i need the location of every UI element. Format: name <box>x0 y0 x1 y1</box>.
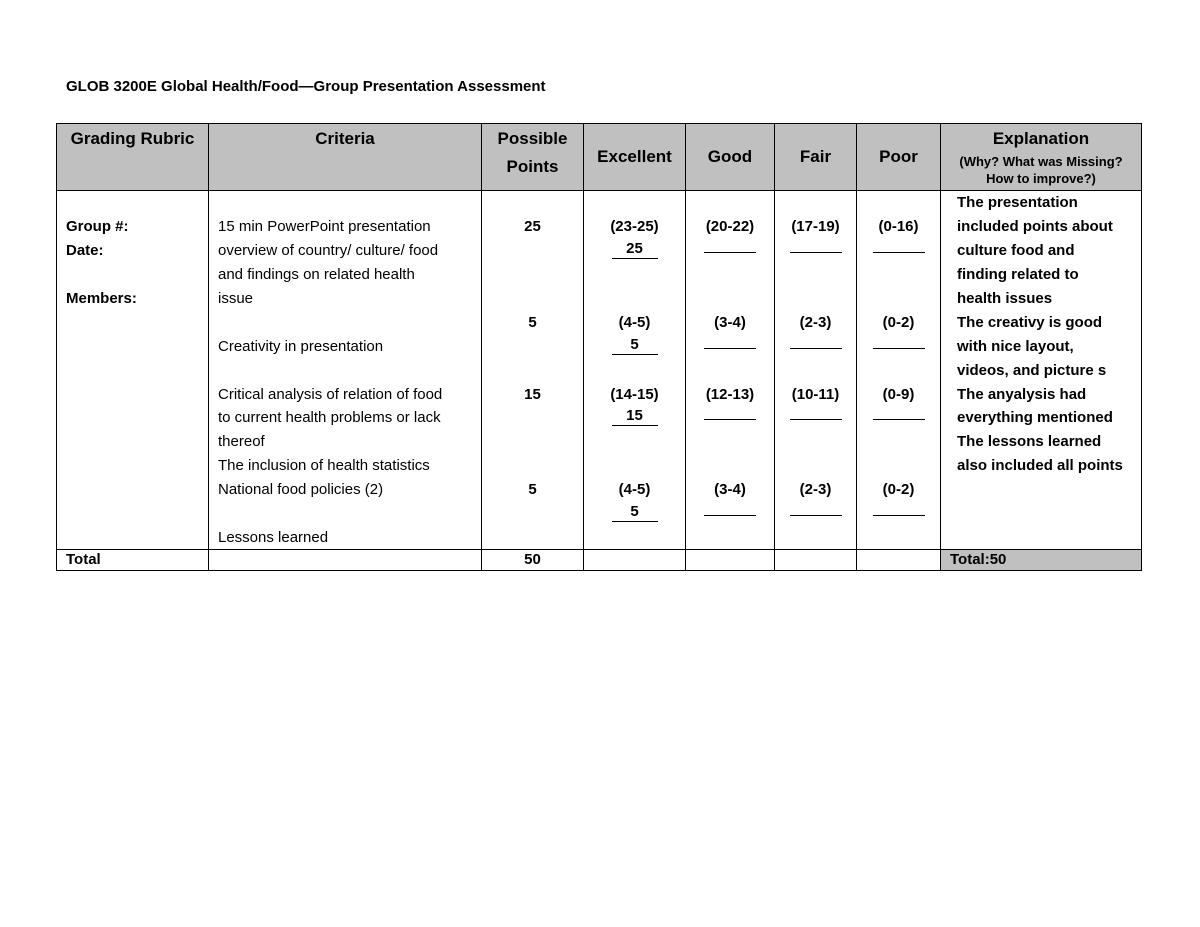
total-label: Total <box>57 549 209 570</box>
criteria-cell <box>209 191 482 550</box>
grading-rubric-table <box>56 123 1141 571</box>
excellent-score-line[interactable] <box>584 404 685 428</box>
criteria-line: issue <box>218 290 254 307</box>
explanation-cell[interactable] <box>941 191 1142 550</box>
header-poor: Poor <box>857 124 941 191</box>
total-good-empty[interactable] <box>686 549 775 570</box>
total-fair-empty[interactable] <box>775 549 857 570</box>
explanation-line: finding related to <box>957 266 1079 283</box>
excellent-score-line[interactable] <box>584 237 685 261</box>
fair-range: (17-19) <box>791 218 840 235</box>
criteria-line: and findings on related health <box>218 266 415 283</box>
criteria-line: Lessons learned <box>218 529 329 546</box>
criteria-line: Creativity in presentation <box>218 338 384 355</box>
criteria-line: National food policies (2) <box>218 481 384 498</box>
good-score-blank[interactable] <box>704 238 756 253</box>
excellent-score-line[interactable] <box>584 333 685 357</box>
total-poor-empty[interactable] <box>857 549 941 570</box>
good-score-blank[interactable] <box>704 405 756 420</box>
poor-score-blank[interactable] <box>873 405 925 420</box>
header-excellent: Excellent <box>584 124 686 191</box>
total-criteria-empty <box>209 549 482 570</box>
excellent-range: (14-15) <box>610 386 659 403</box>
members-label: Members: <box>66 290 137 307</box>
excellent-score[interactable]: 15 <box>612 407 658 426</box>
header-row <box>57 124 1142 191</box>
header-good: Good <box>686 124 775 191</box>
total-row <box>57 549 1142 570</box>
header-fair: Fair <box>775 124 857 191</box>
explanation-line: videos, and picture s <box>957 362 1107 379</box>
excellent-score-line[interactable] <box>584 500 685 524</box>
group-label: Group #: <box>66 218 129 235</box>
criteria-line: thereof <box>218 433 265 450</box>
criteria-line: 15 min PowerPoint presentation <box>218 218 431 235</box>
good-range: (20-22) <box>705 218 755 235</box>
row-points: 5 <box>528 481 537 498</box>
excellent-score[interactable]: 5 <box>612 336 658 355</box>
explanation-total: Total:50 <box>941 549 1142 570</box>
total-excellent-empty[interactable] <box>584 549 686 570</box>
explanation-line: The lessons learned <box>957 433 1102 450</box>
poor-range: (0-2) <box>882 314 915 331</box>
row-points: 25 <box>524 218 541 235</box>
date-label: Date: <box>66 242 104 259</box>
explanation-line: The anyalysis had <box>957 386 1087 403</box>
excellent-score[interactable]: 5 <box>612 503 658 522</box>
header-criteria: Criteria <box>209 124 482 191</box>
good-range: (12-13) <box>705 386 755 403</box>
fair-score-blank[interactable] <box>790 501 842 516</box>
good-score-blank[interactable] <box>704 334 756 349</box>
rubric-body-row <box>57 191 1142 550</box>
excellent-range: (4-5) <box>618 481 651 498</box>
row-points: 15 <box>524 386 541 403</box>
explanation-line: included points about <box>957 218 1113 235</box>
poor-range: (0-2) <box>882 481 915 498</box>
explanation-line: The creativy is good <box>957 314 1103 331</box>
row-points: 5 <box>528 314 537 331</box>
good-range: (3-4) <box>714 481 746 498</box>
header-possible-points: Possible Points <box>482 124 584 191</box>
explanation-line: The presentation <box>957 194 1078 211</box>
explanation-line: with nice layout, <box>957 338 1074 355</box>
poor-score-blank[interactable] <box>873 238 925 253</box>
fair-range: (2-3) <box>799 481 832 498</box>
explanation-line: also included all points <box>957 457 1123 474</box>
poor-cell <box>857 191 941 550</box>
fair-range: (10-11) <box>791 386 840 403</box>
criteria-line: The inclusion of health statistics <box>218 457 430 474</box>
criteria-line: to current health problems or lack <box>218 409 441 426</box>
good-cell <box>686 191 775 550</box>
fair-cell <box>775 191 857 550</box>
fair-range: (2-3) <box>799 314 832 331</box>
fair-score-blank[interactable] <box>790 334 842 349</box>
header-grading-rubric: Grading Rubric <box>57 124 209 191</box>
header-explanation: Explanation (Why? What was Missing? How to improve?) <box>941 124 1142 191</box>
excellent-range: (23-25) <box>610 218 659 235</box>
group-info-cell <box>57 191 209 550</box>
criteria-line: overview of country/ culture/ food <box>218 242 439 259</box>
explanation-line: health issues <box>957 290 1053 307</box>
fair-score-blank[interactable] <box>790 405 842 420</box>
good-score-blank[interactable] <box>704 501 756 516</box>
good-range: (3-4) <box>714 314 746 331</box>
poor-range: (0-16) <box>878 218 919 235</box>
total-points: 50 <box>482 549 584 570</box>
excellent-score[interactable]: 25 <box>612 240 658 259</box>
possible-points-cell <box>482 191 584 550</box>
document-title: GLOB 3200E Global Health/Food—Group Presentation Assessment <box>66 78 546 95</box>
fair-score-blank[interactable] <box>790 238 842 253</box>
excellent-cell <box>584 191 686 550</box>
explanation-line: culture food and <box>957 242 1075 259</box>
poor-score-blank[interactable] <box>873 501 925 516</box>
criteria-line: Critical analysis of relation of food <box>218 386 443 403</box>
poor-range: (0-9) <box>882 386 915 403</box>
poor-score-blank[interactable] <box>873 334 925 349</box>
excellent-range: (4-5) <box>618 314 651 331</box>
explanation-line: everything mentioned <box>957 409 1113 426</box>
rubric-grid <box>56 123 1142 571</box>
